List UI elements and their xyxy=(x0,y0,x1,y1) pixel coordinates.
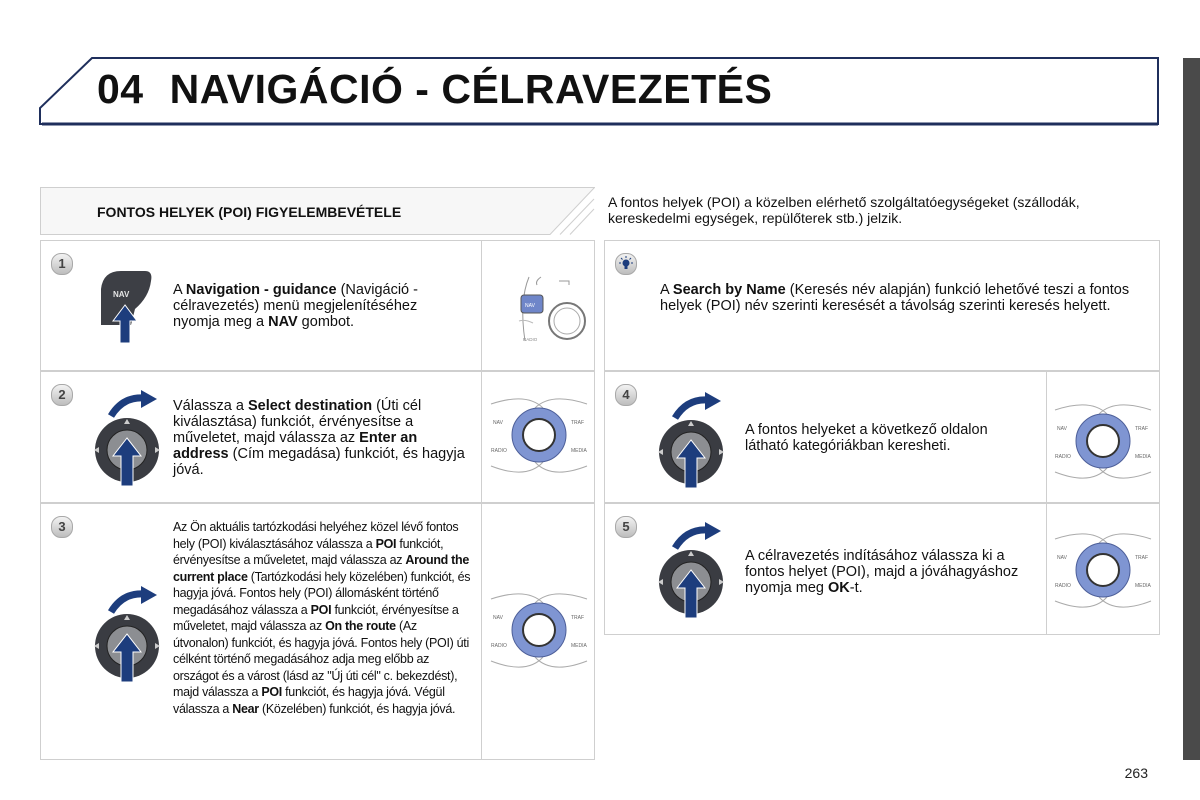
lightbulb-icon xyxy=(615,253,637,275)
step-4-box xyxy=(604,371,1160,503)
svg-text:TRAF: TRAF xyxy=(1135,555,1149,561)
step-2-text: Válassza a Select destination (Úti cél kiválasztása) funkciót, érvényesítse a műveletet, majd válassza az Enter an address (Cím megadása) funkciót, és hagyja jóvá. xyxy=(173,398,465,478)
svg-text:RADIO: RADIO xyxy=(523,337,538,342)
side-tab-bar xyxy=(1183,58,1200,760)
step-number-badge: 3 xyxy=(51,516,73,538)
control-panel-icon xyxy=(1051,529,1155,611)
svg-text:NAV: NAV xyxy=(1057,555,1067,561)
control-panel-icon xyxy=(1051,400,1155,482)
svg-text:MEDIA: MEDIA xyxy=(571,643,587,649)
svg-text:NAV: NAV xyxy=(493,420,503,426)
tip-text: A Search by Name (Keresés név alapján) funkció lehetővé teszi a fontos helyek (POI) név szerinti keresését a távolság szerinti keresés helyett. xyxy=(660,282,1130,314)
rotary-knob-icon xyxy=(93,390,163,488)
svg-text:TRAF: TRAF xyxy=(571,420,585,426)
section-title: FONTOS HELYEK (POI) FIGYELEMBEVÉTELE xyxy=(97,204,402,220)
svg-text:MEDIA: MEDIA xyxy=(571,448,587,454)
step-4-text: A fontos helyeket a következő oldalon látható kategóriákban keresheti. xyxy=(745,422,988,454)
nav-button-icon xyxy=(91,267,163,347)
svg-text:RADIO: RADIO xyxy=(1055,454,1071,460)
console-icon xyxy=(511,271,586,349)
svg-text:RADIO: RADIO xyxy=(1055,583,1071,589)
rotary-knob-icon xyxy=(657,522,727,620)
svg-text:RADIO: RADIO xyxy=(491,448,507,454)
svg-text:RADIO: RADIO xyxy=(491,643,507,649)
svg-text:TRAF: TRAF xyxy=(571,615,585,621)
step-2-box xyxy=(40,371,595,503)
step-5-text: A célravezetés indításához válassza ki a fontos helyet (POI), majd a jóváhagyáshoz nyomja meg OK-t. xyxy=(745,548,1019,596)
section-intro: A fontos helyek (POI) a közelben elérhető szolgáltatóegységeket (szállodák, kereskedelmi egységek, repülőterek stb.) jelzik. xyxy=(608,194,1080,226)
svg-text:NAV: NAV xyxy=(1057,426,1067,432)
step-number-badge: 1 xyxy=(51,253,73,275)
step-5-box xyxy=(604,503,1160,635)
step-1-text: A Navigation - guidance (Navigáció - célravezetés) menü megjelenítéséhez nyomja meg a NAV gombot. xyxy=(173,282,418,330)
page-number: 263 xyxy=(1124,765,1148,781)
svg-text:NAV: NAV xyxy=(525,303,535,309)
chapter-title: NAVIGÁCIÓ - CÉLRAVEZETÉS xyxy=(169,66,773,112)
svg-text:TRAF: TRAF xyxy=(1135,426,1149,432)
chapter-heading xyxy=(97,66,772,113)
step-3-text: Az Ön aktuális tartózkodási helyéhez közel lévő fontos hely (POI) kiválasztásához válassza a POI funkciót, érvényesítse a műveletet, majd válassza az Around the current place (Tartózkodási hely közelében) funkciót, és hagyja jóvá. Fontos hely (POI) állomásként történő megadásához válassza a POI funkciót, érvényesítse a műveletet, majd válassza az On the route (Az útvonalon) funkciót, és hagyja jóvá. Fontos hely (POI) úti célként történő megadásához adja meg előbb az országot és a várost (lásd az "Új úti cél" c. bekezdést), majd válassza a POI funkciót, és hagyja jóvá. Végül válassza a Near (Közelében) funkciót, és hagyja jóvá. xyxy=(173,520,471,716)
rotary-knob-icon xyxy=(93,586,163,684)
control-panel-icon xyxy=(487,394,591,476)
step-number-badge: 2 xyxy=(51,384,73,406)
nav-button-label: NAV xyxy=(113,290,130,299)
chapter-number: 04 xyxy=(97,66,144,112)
step-1-box xyxy=(40,240,595,371)
rotary-knob-icon xyxy=(657,392,727,490)
control-panel-icon xyxy=(487,589,591,671)
svg-text:MEDIA: MEDIA xyxy=(1135,583,1151,589)
tip-box xyxy=(604,240,1160,371)
step-number-badge: 5 xyxy=(615,516,637,538)
step-number-badge: 4 xyxy=(615,384,637,406)
svg-text:NAV: NAV xyxy=(493,615,503,621)
step-3-box xyxy=(40,503,595,760)
svg-text:MEDIA: MEDIA xyxy=(1135,454,1151,460)
